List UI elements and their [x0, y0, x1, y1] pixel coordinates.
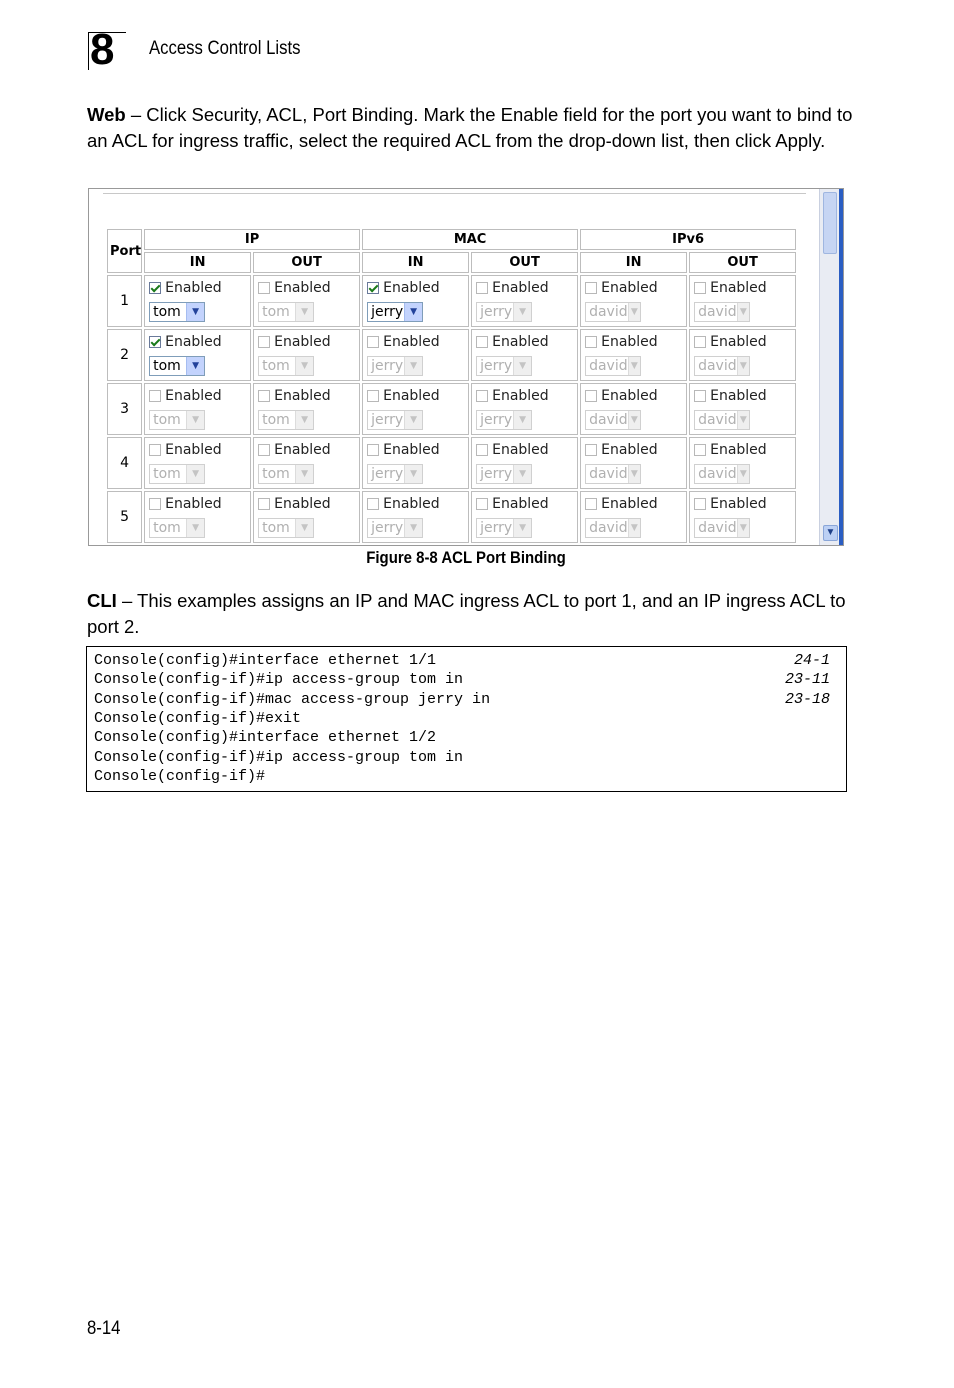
enabled-label: Enabled: [274, 334, 331, 350]
enabled-label: Enabled: [710, 388, 767, 404]
dropdown-arrow-icon[interactable]: ▼: [628, 411, 640, 429]
acl-select-value: jerry: [371, 520, 404, 536]
header-mac: MAC: [362, 229, 578, 250]
acl-select-value: jerry: [371, 358, 404, 374]
acl-select[interactable]: [149, 302, 205, 322]
dropdown-arrow-icon[interactable]: ▼: [737, 465, 749, 483]
enable-checkbox-row[interactable]: [258, 387, 359, 405]
enabled-label: Enabled: [274, 280, 331, 296]
binding-cell-ip-out: [253, 491, 360, 543]
enabled-label: Enabled: [383, 496, 440, 512]
acl-select-value: david: [698, 520, 737, 536]
code-line: Console(config-if)#ip access-group tom in: [94, 748, 464, 766]
dropdown-arrow-icon[interactable]: ▼: [186, 465, 204, 483]
checkbox-unchecked-icon[interactable]: [694, 336, 706, 348]
binding-cell-ipv6-out: [689, 437, 796, 489]
port-number: 5: [107, 491, 142, 543]
port-row: [107, 491, 796, 543]
acl-select[interactable]: [367, 356, 423, 376]
acl-select-value: david: [589, 358, 628, 374]
checkbox-unchecked-icon[interactable]: [476, 390, 488, 402]
header-ip-in: IN: [144, 252, 251, 273]
enabled-label: Enabled: [710, 496, 767, 512]
enabled-label: Enabled: [492, 334, 549, 350]
dropdown-arrow-icon[interactable]: ▼: [513, 411, 531, 429]
enabled-label: Enabled: [492, 442, 549, 458]
dropdown-arrow-icon[interactable]: ▼: [404, 411, 422, 429]
dropdown-arrow-icon[interactable]: ▼: [186, 303, 204, 321]
acl-select-value: tom: [153, 466, 181, 482]
acl-select-value: jerry: [480, 412, 513, 428]
acl-select[interactable]: [367, 464, 423, 484]
acl-select[interactable]: [367, 302, 423, 322]
binding-cell-ip-in: [144, 437, 251, 489]
port-number: 3: [107, 383, 142, 435]
acl-select-value: jerry: [480, 466, 513, 482]
enabled-label: Enabled: [601, 280, 658, 296]
dropdown-arrow-icon[interactable]: ▼: [295, 465, 313, 483]
enable-checkbox-row[interactable]: [367, 279, 468, 297]
dropdown-arrow-icon[interactable]: ▼: [737, 411, 749, 429]
dropdown-arrow-icon[interactable]: ▼: [628, 357, 640, 375]
dropdown-arrow-icon[interactable]: ▼: [295, 357, 313, 375]
acl-select[interactable]: [258, 302, 314, 322]
enable-checkbox-row[interactable]: [585, 279, 686, 297]
dropdown-arrow-icon[interactable]: ▼: [737, 357, 749, 375]
scroll-thumb[interactable]: [823, 192, 837, 254]
binding-cell-mac-in: [362, 329, 469, 381]
checkbox-unchecked-icon[interactable]: [585, 336, 597, 348]
checkbox-unchecked-icon[interactable]: [585, 498, 597, 510]
enable-checkbox-row[interactable]: [258, 495, 359, 513]
checkbox-unchecked-icon[interactable]: [585, 390, 597, 402]
acl-select-value: jerry: [480, 304, 513, 320]
acl-select-value: jerry: [371, 466, 404, 482]
enable-checkbox-row[interactable]: [476, 495, 577, 513]
acl-select-value: david: [698, 412, 737, 428]
checkbox-unchecked-icon[interactable]: [694, 390, 706, 402]
dropdown-arrow-icon[interactable]: ▼: [404, 303, 422, 321]
checkbox-unchecked-icon[interactable]: [258, 444, 270, 456]
enable-checkbox-row[interactable]: [367, 441, 468, 459]
page-number: 8-14: [87, 1318, 121, 1339]
acl-select[interactable]: [694, 518, 750, 538]
enabled-label: Enabled: [492, 388, 549, 404]
enable-checkbox-row[interactable]: [149, 441, 250, 459]
acl-select[interactable]: [585, 356, 641, 376]
binding-cell-ip-in: [144, 275, 251, 327]
checkbox-unchecked-icon[interactable]: [476, 444, 488, 456]
binding-cell-ipv6-out: [689, 491, 796, 543]
binding-cell-ip-in: [144, 329, 251, 381]
acl-select[interactable]: [694, 302, 750, 322]
dropdown-arrow-icon[interactable]: ▼: [295, 411, 313, 429]
code-page-reference: 23-11: [784, 671, 830, 689]
acl-select-value: jerry: [371, 412, 404, 428]
acl-select-value: tom: [153, 412, 181, 428]
dropdown-arrow-icon[interactable]: ▼: [186, 519, 204, 537]
cli-text: – This examples assigns an IP and MAC ingress ACL to port 1, and an IP ingress ACL to port 2.: [87, 590, 846, 637]
acl-select-value: tom: [262, 520, 290, 536]
acl-select-value: david: [698, 358, 737, 374]
enabled-label: Enabled: [165, 334, 222, 350]
binding-cell-ip-out: [253, 275, 360, 327]
enable-checkbox-row[interactable]: [694, 333, 795, 351]
port-row: [107, 437, 796, 489]
acl-select-value: jerry: [480, 520, 513, 536]
acl-select-value: tom: [153, 304, 181, 320]
enable-checkbox-row[interactable]: [149, 333, 250, 351]
dropdown-arrow-icon[interactable]: ▼: [513, 303, 531, 321]
binding-cell-mac-in: [362, 275, 469, 327]
enable-checkbox-row[interactable]: [149, 387, 250, 405]
acl-select[interactable]: [585, 410, 641, 430]
enabled-label: Enabled: [710, 280, 767, 296]
acl-select-value: tom: [153, 520, 181, 536]
acl-select[interactable]: [476, 302, 532, 322]
header-ipv6-in: IN: [580, 252, 687, 273]
port-row: [107, 329, 796, 381]
enable-checkbox-row[interactable]: [694, 387, 795, 405]
enabled-label: Enabled: [274, 496, 331, 512]
enabled-label: Enabled: [274, 388, 331, 404]
enable-checkbox-row[interactable]: [585, 333, 686, 351]
acl-select-value: tom: [262, 304, 290, 320]
code-line: Console(config-if)#mac access-group jerry in: [94, 690, 491, 708]
checkbox-checked-icon[interactable]: [149, 336, 161, 348]
dropdown-arrow-icon[interactable]: ▼: [737, 519, 749, 537]
dropdown-arrow-icon[interactable]: ▼: [737, 303, 749, 321]
enable-checkbox-row[interactable]: [476, 279, 577, 297]
checkbox-checked-icon[interactable]: [367, 282, 379, 294]
panel-divider: [103, 193, 806, 194]
acl-select[interactable]: [476, 410, 532, 430]
checkbox-unchecked-icon[interactable]: [367, 444, 379, 456]
enable-checkbox-row[interactable]: [476, 333, 577, 351]
acl-select-value: david: [698, 304, 737, 320]
port-row: [107, 275, 796, 327]
dropdown-arrow-icon[interactable]: ▼: [186, 357, 204, 375]
acl-select-value: david: [589, 520, 628, 536]
acl-select[interactable]: [585, 302, 641, 322]
window-edge: [839, 189, 843, 545]
dropdown-arrow-icon[interactable]: ▼: [628, 519, 640, 537]
acl-select-value: tom: [262, 358, 290, 374]
enabled-label: Enabled: [383, 280, 440, 296]
code-page-reference: 23-18: [784, 690, 830, 708]
enabled-label: Enabled: [601, 496, 658, 512]
enabled-label: Enabled: [165, 442, 222, 458]
checkbox-checked-icon[interactable]: [149, 282, 161, 294]
acl-select-value: david: [589, 466, 628, 482]
enabled-label: Enabled: [383, 388, 440, 404]
dropdown-arrow-icon[interactable]: ▼: [186, 411, 204, 429]
binding-cell-mac-out: [471, 491, 578, 543]
code-line: Console(config-if)#ip access-group tom in: [94, 671, 464, 689]
binding-cell-ipv6-in: [580, 275, 687, 327]
enable-checkbox-row[interactable]: [585, 441, 686, 459]
enable-checkbox-row[interactable]: [694, 279, 795, 297]
dropdown-arrow-icon[interactable]: ▼: [513, 519, 531, 537]
binding-cell-ipv6-out: [689, 275, 796, 327]
acl-select[interactable]: [367, 518, 423, 538]
header-ipv6-out: OUT: [689, 252, 796, 273]
binding-cell-ip-in: [144, 383, 251, 435]
enable-checkbox-row[interactable]: [585, 495, 686, 513]
checkbox-unchecked-icon[interactable]: [476, 336, 488, 348]
scroll-down-arrow-icon[interactable]: ▼: [823, 525, 838, 541]
enable-checkbox-row[interactable]: [694, 495, 795, 513]
acl-select[interactable]: [367, 410, 423, 430]
chapter-number: 8: [90, 25, 115, 74]
code-line: Console(config)#interface ethernet 1/1: [94, 652, 437, 669]
checkbox-unchecked-icon[interactable]: [585, 444, 597, 456]
acl-select-value: david: [698, 466, 737, 482]
acl-select[interactable]: [694, 410, 750, 430]
enable-checkbox-row[interactable]: [367, 495, 468, 513]
dropdown-arrow-icon[interactable]: ▼: [404, 465, 422, 483]
binding-cell-mac-out: [471, 329, 578, 381]
acl-select-value: tom: [153, 358, 181, 374]
checkbox-unchecked-icon[interactable]: [476, 282, 488, 294]
binding-cell-mac-out: [471, 383, 578, 435]
acl-select-value: jerry: [371, 304, 404, 320]
binding-cell-ipv6-in: [580, 383, 687, 435]
enable-checkbox-row[interactable]: [149, 495, 250, 513]
binding-cell-ip-out: [253, 437, 360, 489]
binding-cell-mac-in: [362, 383, 469, 435]
enabled-label: Enabled: [492, 496, 549, 512]
header-port: Port: [107, 229, 142, 273]
enable-checkbox-row[interactable]: [258, 441, 359, 459]
acl-select[interactable]: [258, 464, 314, 484]
checkbox-unchecked-icon[interactable]: [258, 498, 270, 510]
cli-paragraph: [87, 588, 857, 639]
code-line: Console(config-if)#: [94, 767, 266, 785]
enable-checkbox-row[interactable]: [258, 279, 359, 297]
checkbox-unchecked-icon[interactable]: [149, 444, 161, 456]
acl-select[interactable]: [694, 356, 750, 376]
dropdown-arrow-icon[interactable]: ▼: [295, 303, 313, 321]
header-mac-in: IN: [362, 252, 469, 273]
cli-lead: CLI: [87, 590, 117, 611]
checkbox-unchecked-icon[interactable]: [367, 336, 379, 348]
header-ipv6: IPv6: [580, 229, 796, 250]
dropdown-arrow-icon[interactable]: ▼: [628, 465, 640, 483]
binding-cell-ip-out: [253, 329, 360, 381]
chapter-title: Access Control Lists: [149, 38, 301, 59]
acl-select-value: tom: [262, 466, 290, 482]
checkbox-unchecked-icon[interactable]: [694, 444, 706, 456]
intro-paragraph: [87, 102, 857, 153]
acl-select[interactable]: [258, 518, 314, 538]
checkbox-unchecked-icon[interactable]: [694, 498, 706, 510]
port-rows: [107, 275, 796, 543]
header-ip-out: OUT: [253, 252, 360, 273]
acl-select[interactable]: [258, 356, 314, 376]
binding-cell-ipv6-out: [689, 383, 796, 435]
checkbox-unchecked-icon[interactable]: [149, 498, 161, 510]
acl-select[interactable]: [476, 356, 532, 376]
port-number: 1: [107, 275, 142, 327]
figure-caption: Figure 8-8 ACL Port Binding: [366, 548, 566, 567]
binding-cell-ipv6-in: [580, 437, 687, 489]
dropdown-arrow-icon[interactable]: ▼: [513, 357, 531, 375]
acl-select[interactable]: [149, 518, 205, 538]
enabled-label: Enabled: [710, 442, 767, 458]
enabled-label: Enabled: [601, 388, 658, 404]
enabled-label: Enabled: [165, 388, 222, 404]
port-binding-table: [105, 227, 798, 545]
binding-cell-ip-out: [253, 383, 360, 435]
checkbox-unchecked-icon[interactable]: [258, 390, 270, 402]
acl-select-value: david: [589, 304, 628, 320]
enabled-label: Enabled: [710, 334, 767, 350]
acl-port-binding-screenshot: [88, 188, 844, 546]
dropdown-arrow-icon[interactable]: ▼: [295, 519, 313, 537]
header-ip: IP: [144, 229, 360, 250]
enable-checkbox-row[interactable]: [367, 333, 468, 351]
intro-lead: Web: [87, 104, 126, 125]
checkbox-unchecked-icon[interactable]: [476, 498, 488, 510]
header-mac-out: OUT: [471, 252, 578, 273]
acl-select[interactable]: [585, 518, 641, 538]
acl-select[interactable]: [694, 464, 750, 484]
enable-checkbox-row[interactable]: [476, 387, 577, 405]
acl-select[interactable]: [258, 410, 314, 430]
checkbox-unchecked-icon[interactable]: [258, 282, 270, 294]
binding-cell-mac-in: [362, 437, 469, 489]
enable-checkbox-row[interactable]: [367, 387, 468, 405]
acl-select[interactable]: [149, 410, 205, 430]
acl-select[interactable]: [476, 518, 532, 538]
checkbox-unchecked-icon[interactable]: [149, 390, 161, 402]
binding-cell-mac-in: [362, 491, 469, 543]
checkbox-unchecked-icon[interactable]: [585, 282, 597, 294]
acl-select[interactable]: [149, 464, 205, 484]
code-line: Console(config-if)#exit: [94, 709, 302, 727]
enabled-label: Enabled: [383, 334, 440, 350]
intro-text: – Click Security, ACL, Port Binding. Mark the Enable field for the port you want to bind to an ACL for ingress traffic, select the required ACL from the drop-down list, then click Apply.: [87, 104, 853, 151]
binding-cell-ipv6-in: [580, 491, 687, 543]
enabled-label: Enabled: [492, 280, 549, 296]
binding-cell-mac-out: [471, 437, 578, 489]
enable-checkbox-row[interactable]: [149, 279, 250, 297]
enable-checkbox-row[interactable]: [258, 333, 359, 351]
code-line: Console(config)#interface ethernet 1/2: [94, 729, 437, 747]
acl-select-value: tom: [262, 412, 290, 428]
enabled-label: Enabled: [383, 442, 440, 458]
enabled-label: Enabled: [601, 334, 658, 350]
port-row: [107, 383, 796, 435]
dropdown-arrow-icon[interactable]: ▼: [404, 357, 422, 375]
binding-cell-ipv6-out: [689, 329, 796, 381]
port-number: 4: [107, 437, 142, 489]
enable-checkbox-row[interactable]: [476, 441, 577, 459]
acl-select[interactable]: [476, 464, 532, 484]
dropdown-arrow-icon[interactable]: ▼: [628, 303, 640, 321]
dropdown-arrow-icon[interactable]: ▼: [513, 465, 531, 483]
enable-checkbox-row[interactable]: [694, 441, 795, 459]
binding-cell-ip-in: [144, 491, 251, 543]
enabled-label: Enabled: [165, 280, 222, 296]
enable-checkbox-row[interactable]: [585, 387, 686, 405]
enabled-label: Enabled: [274, 442, 331, 458]
enabled-label: Enabled: [601, 442, 658, 458]
dropdown-arrow-icon[interactable]: ▼: [404, 519, 422, 537]
port-number: 2: [107, 329, 142, 381]
acl-select-value: david: [589, 412, 628, 428]
checkbox-unchecked-icon[interactable]: [258, 336, 270, 348]
cli-code-box: [86, 646, 847, 792]
enabled-label: Enabled: [165, 496, 222, 512]
checkbox-unchecked-icon[interactable]: [367, 498, 379, 510]
acl-select-value: jerry: [480, 358, 513, 374]
binding-cell-mac-out: [471, 275, 578, 327]
code-page-reference: 24-1: [793, 652, 830, 669]
checkbox-unchecked-icon[interactable]: [694, 282, 706, 294]
checkbox-unchecked-icon[interactable]: [367, 390, 379, 402]
acl-select[interactable]: [585, 464, 641, 484]
binding-cell-ipv6-in: [580, 329, 687, 381]
acl-select[interactable]: [149, 356, 205, 376]
